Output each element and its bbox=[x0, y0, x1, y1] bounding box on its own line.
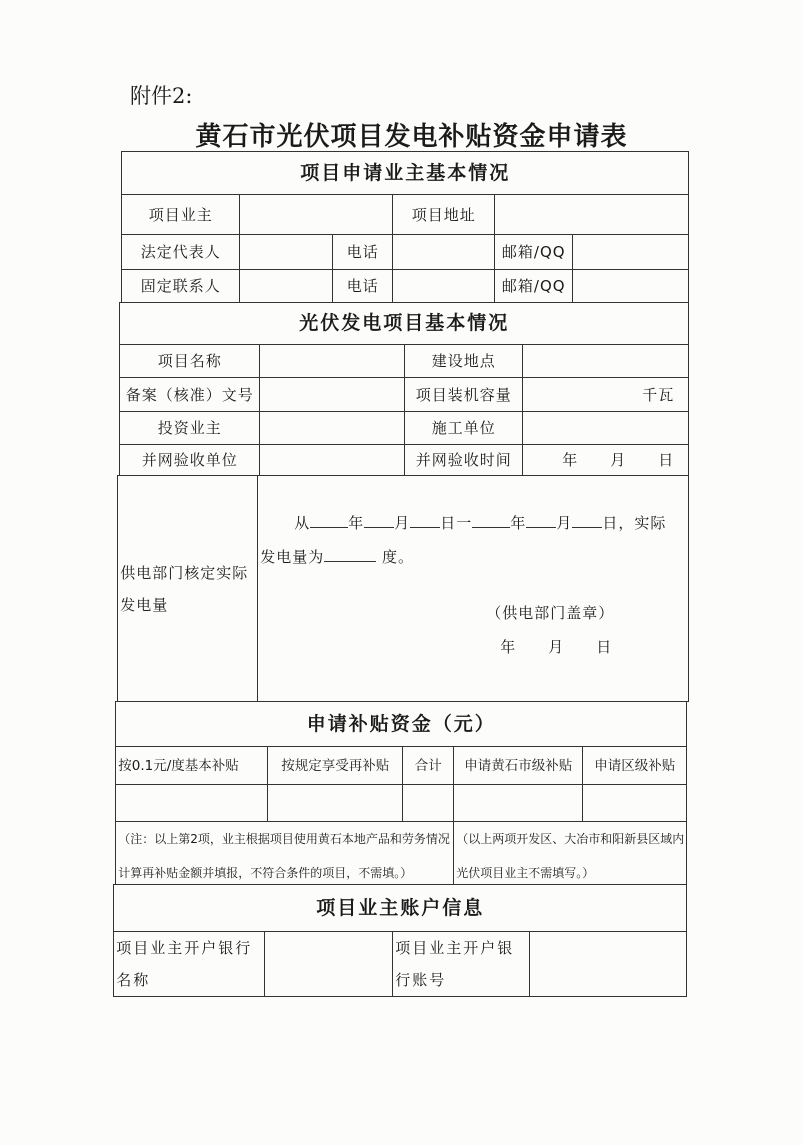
text-amount: 发电量为 bbox=[260, 548, 325, 567]
label-legal-rep: 法定代表人 bbox=[121, 234, 240, 270]
attachment-label: 附件2: bbox=[130, 84, 193, 108]
label-address: 项目地址 bbox=[392, 194, 495, 235]
note-left: （注：以上第2项，业主根据项目使用黄石本地产品和劳务情况计算再补贴金额并填报，不符合条件的项目，不需填。） bbox=[115, 821, 454, 885]
contact-field[interactable] bbox=[239, 269, 333, 303]
note-right: （以上两项开发区、大冶市和阳新县区域内光伏项目业主不需填写。） bbox=[453, 821, 687, 885]
section-header-owner: 项目申请业主基本情况 bbox=[121, 151, 689, 195]
generation-period bbox=[264, 506, 666, 540]
text-day-end: 日，实际 bbox=[602, 514, 667, 533]
address-field[interactable] bbox=[494, 194, 689, 235]
section-header-subsidy: 申请补贴资金（元） bbox=[115, 701, 687, 747]
end-month-blank[interactable] bbox=[526, 513, 556, 528]
district-subsidy-field[interactable] bbox=[582, 784, 687, 822]
label-email: 邮箱/QQ bbox=[494, 234, 573, 270]
acceptance-unit-field[interactable] bbox=[259, 444, 405, 476]
label-acceptance-time: 并网验收时间 bbox=[404, 444, 523, 476]
text-month-2: 月 bbox=[556, 514, 573, 533]
label-phone-2: 电话 bbox=[332, 269, 393, 303]
page-title: 黄石市光伏项目发电补贴资金申请表 bbox=[195, 122, 628, 152]
legal-rep-field[interactable] bbox=[239, 234, 333, 270]
label-capacity: 项目装机容量 bbox=[404, 377, 523, 412]
start-year-blank[interactable] bbox=[310, 513, 348, 528]
text-day-to: 日一 bbox=[440, 514, 473, 533]
acceptance-date-placeholder: 年 月 日 bbox=[562, 451, 675, 470]
basic-subsidy-field[interactable] bbox=[115, 784, 268, 822]
legal-rep-phone-field[interactable] bbox=[392, 234, 495, 270]
extra-subsidy-field[interactable] bbox=[267, 784, 403, 822]
end-year-blank[interactable] bbox=[472, 513, 510, 528]
investor-field[interactable] bbox=[259, 411, 405, 445]
label-email-2: 邮箱/QQ bbox=[494, 269, 573, 303]
contact-phone-field[interactable] bbox=[392, 269, 495, 303]
text-year-2: 年 bbox=[510, 514, 527, 533]
filing-no-field[interactable] bbox=[259, 377, 405, 412]
label-filing-no: 备案（核准）文号 bbox=[119, 377, 260, 412]
owner-field[interactable] bbox=[239, 194, 393, 235]
contact-email-field[interactable] bbox=[572, 269, 689, 303]
label-acceptance-unit: 并网验收单位 bbox=[119, 444, 260, 476]
label-bank-account: 项目业主开户银行账号 bbox=[392, 931, 530, 997]
generation-amount bbox=[260, 540, 414, 574]
start-month-blank[interactable] bbox=[364, 513, 394, 528]
bank-account-field[interactable] bbox=[529, 931, 687, 997]
project-name-field[interactable] bbox=[259, 344, 405, 378]
label-site: 建设地点 bbox=[404, 344, 523, 378]
col-extra-subsidy: 按规定享受再补贴 bbox=[267, 746, 403, 785]
site-field[interactable] bbox=[522, 344, 689, 378]
section-header-account: 项目业主账户信息 bbox=[113, 884, 687, 932]
col-city-subsidy: 申请黄石市级补贴 bbox=[453, 746, 583, 785]
section-header-project: 光伏发电项目基本情况 bbox=[119, 302, 689, 345]
label-bank-name: 项目业主开户银行名称 bbox=[113, 931, 265, 997]
col-basic-subsidy: 按0.1元/度基本补贴 bbox=[115, 746, 268, 785]
col-district-subsidy: 申请区级补贴 bbox=[582, 746, 687, 785]
text-month: 月 bbox=[394, 514, 411, 533]
end-day-blank[interactable] bbox=[572, 513, 602, 528]
text-year: 年 bbox=[348, 514, 365, 533]
seal-date: 年 月 日 bbox=[500, 638, 613, 657]
label-project-name: 项目名称 bbox=[119, 344, 260, 378]
generation-field[interactable] bbox=[257, 475, 689, 702]
bank-name-field[interactable] bbox=[264, 931, 393, 997]
contractor-field[interactable] bbox=[522, 411, 689, 445]
amount-blank[interactable] bbox=[324, 547, 376, 562]
text-unit: 度。 bbox=[382, 548, 415, 567]
label-generation: 供电部门核定实际发电量 bbox=[117, 475, 258, 702]
total-field[interactable] bbox=[402, 784, 454, 822]
capacity-unit: 千瓦 bbox=[642, 385, 675, 404]
label-contractor: 施工单位 bbox=[404, 411, 523, 445]
label-owner: 项目业主 bbox=[121, 194, 240, 235]
label-investor: 投资业主 bbox=[119, 411, 260, 445]
legal-rep-email-field[interactable] bbox=[572, 234, 689, 270]
label-phone: 电话 bbox=[332, 234, 393, 270]
label-contact: 固定联系人 bbox=[121, 269, 240, 303]
city-subsidy-field[interactable] bbox=[453, 784, 583, 822]
acceptance-time-field[interactable] bbox=[522, 444, 689, 476]
col-total: 合计 bbox=[402, 746, 454, 785]
text-from: 从 bbox=[294, 514, 311, 533]
seal-text: （供电部门盖章） bbox=[486, 604, 615, 623]
start-day-blank[interactable] bbox=[410, 513, 440, 528]
capacity-field[interactable] bbox=[522, 377, 689, 412]
